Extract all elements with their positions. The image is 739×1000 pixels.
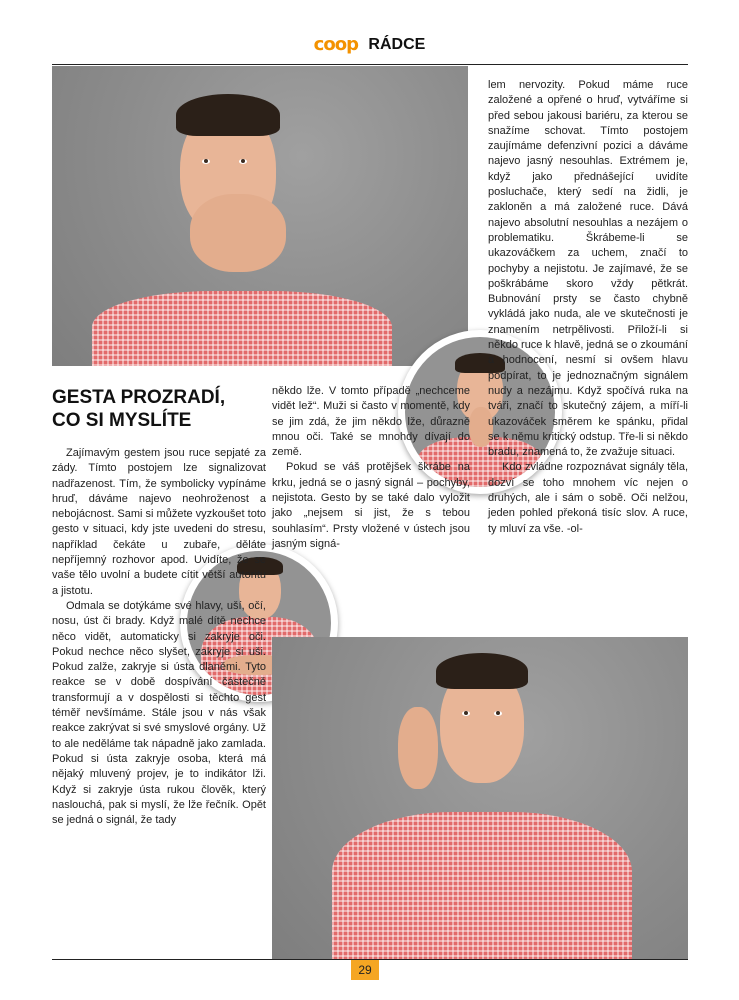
article-column-3 — [488, 78, 688, 537]
headline-line-1: GESTA PROZRADÍ, — [52, 387, 226, 408]
headline-line-2: CO SI MYSLÍTE — [52, 410, 192, 431]
photo-hand-to-ear — [272, 637, 688, 959]
author-signature: -ol- — [566, 522, 583, 535]
page-header — [0, 34, 739, 55]
paragraph: někdo lže. V tomto případě „nechceme vidět lež“. Muži si často v momentě, kdy se jim zdá, že jim někdo lže, důrazně mnou oči. Také se mnohdy dívají do země. — [272, 385, 470, 459]
article-headline — [52, 386, 272, 432]
article-column-2 — [272, 384, 470, 552]
header-rule — [52, 64, 688, 65]
paragraph: lem nervozity. Pokud máme ruce založené a opřené o hruď, vytváříme si před sebou jakousi bariéru, za kterou se snažíme schovat. Tímto postojem zaujímáme defenzivní pozici a dáváme najevo jasný nesouhlas. Extrémem je, když jako přednášející uvidíte posluchače, který sedí na židli, je zakloněn a má založené ruce. Dává najevo absolutní nesouhlas a nezájem o problematiku. Škrábeme-li se ukazováčkem za uchem, značí to pochyby a nejistotu. Je zajímavé, že se poškrábáme skoro vždy pětkrát. Bubnování prsty se často chybně vykládá jako nuda, ale ve skutečnosti je znamením netrpělivosti. Přiloží-li si někdo ruce k hlavě, jedná se o zkoumání a hodnocení, nesmí si ovšem hlavu podpírat, to je jednoznačným signálem nudy a nezájmu. Když spočívá ruka na tváři, značí to skutečný zájem, a míří-li ukazováček směrem ke spánku, přidal se k němu kritický odstup. Tře-li si někdo bradu, znamená to, že zvažuje situaci. — [488, 79, 688, 459]
paragraph: Zajímavým gestem jsou ruce sepjaté za zády. Tímto postojem lze signalizovat nadřazenost. Tím, že symbolicky vypínáme hruď, dáváme najevo neohroženost a nebojácnost. Sami si můžete vyzkoušet toto gesto v situaci, kdy jste uvedeni do stresu, například čekáte u zubaře, děláte nepříjemný rozhovor apod. Uvidíte, že se vaše tělo uvolní a budete cítit větší autoritu a jistotu. — [52, 447, 266, 597]
paragraph: Odmala se dotýkáme své hlavy, uší, očí, nosu, úst či brady. Když malé dítě nechce něco vidět, automaticky si zakryje oči. Pokud nechce něco slyšet, zakryje si uši. Pokud zalže, zakryje si ústa dlaněmi. Tyto reakce se v době dospívání částečně transformují a v dospělosti si těchto gest téměř nevšímáme. Stále jsou v nás však reakce zakrývat si své smyslové orgány. Už to ale neděláme tak nápadně jako zamlada. Pokud si ústa zakryje osoba, která má nějaký mluvený projev, je to indikátor lži. Když si zakryje ústa rukou člověk, který naslouchá, pak si myslí, že lže řečník. Opět se jedná o signál, že tady — [52, 599, 266, 827]
photo-hand-over-mouth — [52, 66, 468, 366]
article-column-1 — [52, 446, 266, 828]
paragraph — [488, 460, 688, 536]
closing-text: Kdo zvládne rozpoznávat signály těla, dozví se toho mnohem víc nejen o druhých, ale i sám o sobě. Oči nelžou, jeden pohled překoná tisíc slov. A ruce, ty mluví za vše. — [488, 461, 688, 535]
page-number: 29 — [351, 960, 379, 980]
paragraph: Pokud se váš protějšek škrábe na krku, jedná se o jasný signál – pochyby, nejistota. Gesto by se také dalo vyložit jako „nejsem si jist, že s tebou souhlasím“. Prsty vložené v ústech jsou jasným signá- — [272, 461, 470, 550]
coop-logo: coop — [313, 34, 358, 55]
section-title: RÁDCE — [368, 35, 426, 53]
